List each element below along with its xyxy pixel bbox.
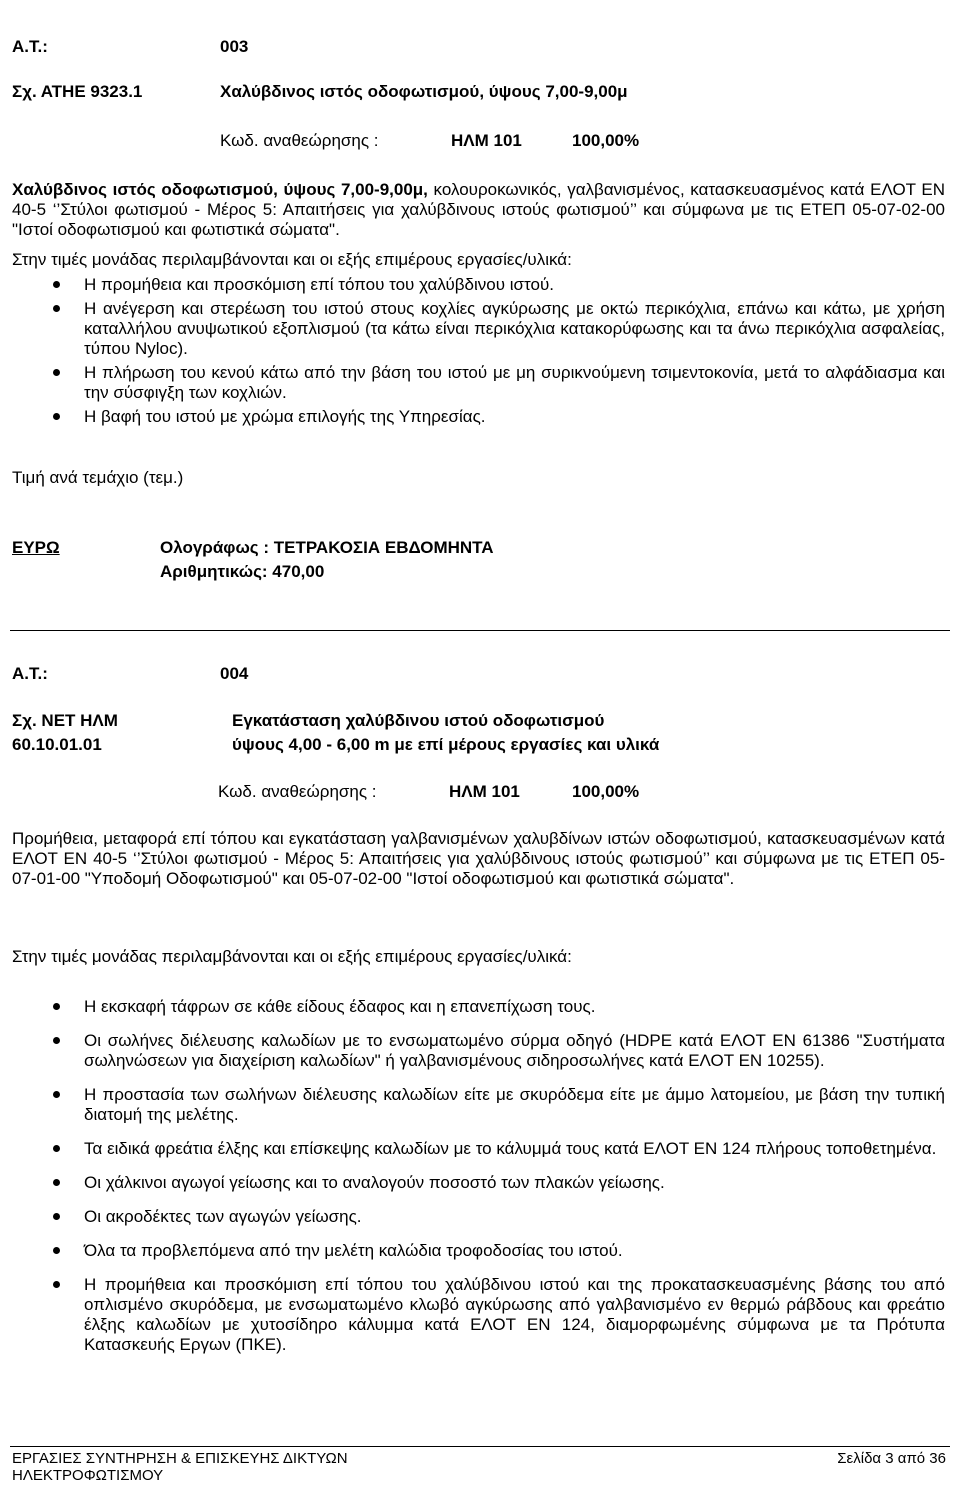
item1-revision-percent: 100,00% (572, 131, 640, 150)
list-item: Η ανέγερση και στερέωση του ιστού στους κοχλίες αγκύρωσης με οκτώ περικόχλια, επάνω και κάτω, με χρήση καταλλήλου ανυψωτικού εξοπλισμού (τα κάτω είναι περικόχλια κατακορύφωσης και τα άνω περικόχλια ασφαλείας, τύπου Nyloc). (12, 299, 945, 359)
item1-description-rest: κολουροκωνικός, γαλβανισμένος, κατασκευασμένος κατά ΕΛΟΤ ΕΝ 40-5 ‘’Στύλοι φωτισμού - Μέρος 5: Απαιτήσεις για χαλύβδινους ιστούς φωτισμού’’ και σύμφωνα με τις ΕΤΕΠ 05-07-02-00 "Ιστοί οδοφωτισμού και φωτιστικά σώματα". (12, 180, 945, 239)
item1-revision-label: Κωδ. αναθεώρησης : (220, 131, 379, 150)
list-item: Η προστασία των σωλήνων διέλευσης καλωδίων είτε με σκυρόδεμα είτε με άμμο λατομείου, με βάση την τυπική διατομή της μελέτης. (12, 1085, 945, 1125)
list-item: Οι χάλκινοι αγωγοί γείωσης και το αναλογούν ποσοστό των πλακών γείωσης. (12, 1173, 945, 1193)
item1-revision-code: ΗΛΜ 101 (451, 131, 522, 150)
bullet-icon (53, 1179, 60, 1186)
page-number: Σελίδα 3 από 36 (837, 1450, 946, 1467)
item2-at-label: Α.Τ.: (12, 664, 48, 683)
item2-at-value: 004 (220, 664, 249, 683)
list-item: Η βαφή του ιστού με χρώμα επιλογής της Υπηρεσίας. (12, 407, 945, 427)
list-item: Οι ακροδέκτες των αγωγών γείωσης. (12, 1207, 945, 1227)
list-item: Οι σωλήνες διέλευσης καλωδίων με το ενσωματωμένο σύρμα οδηγό (HDPE κατά ΕΛΟΤ ΕΝ 61386 "Συστήματα σωληνώσεων για διαχείριση καλωδίων" ή γαλβανισμένους σιδηροσωλήνες κατά ΕΛΟΤ ΕΝ 10255). (12, 1031, 945, 1071)
bullet-icon (53, 413, 60, 420)
bullet-icon (53, 1003, 60, 1010)
item1-title: Χαλύβδινος ιστός οδοφωτισμού, ύψους 7,00-9,00μ (220, 82, 628, 101)
bullet-icon (53, 369, 60, 376)
bullet-icon (53, 1213, 60, 1220)
item2-includes-intro: Στην τιμές μονάδας περιλαμβάνονται και οι εξής επιμέρους εργασίες/υλικά: (12, 947, 572, 966)
bullet-icon (53, 1091, 60, 1098)
list-item: Η πλήρωση του κενού κάτω από την βάση του ιστού με μη συρικνούμενη τσιμεντοκονία, μετά το αλφάδιασμα και την σύσφιγξη των κοχλιών. (12, 363, 945, 403)
item1-includes-intro: Στην τιμές μονάδας περιλαμβάνονται και οι εξής επιμέρους εργασίες/υλικά: (12, 250, 572, 269)
bullet-icon (53, 1247, 60, 1254)
item2-code-line2: 60.10.01.01 (12, 735, 102, 754)
bullet-icon (53, 305, 60, 312)
footer-divider (10, 1446, 950, 1447)
item2-revision-code: ΗΛΜ 101 (449, 782, 520, 801)
section-divider (10, 630, 950, 631)
item1-amount-in-words: Ολογράφως : ΤΕΤΡΑΚΟΣΙΑ ΕΒΔΟΜΗΝΤΑ (160, 538, 494, 557)
bullet-icon (53, 1145, 60, 1152)
bullet-icon (53, 1281, 60, 1288)
footer-title-line1: ΕΡΓΑΣΙΕΣ ΣΥΝΤΗΡΗΣΗ & ΕΠΙΣΚΕΥΗΣ ΔΙΚΤΥΩΝ (12, 1450, 348, 1467)
item1-description (12, 180, 945, 240)
item1-description-bold: Χαλύβδινος ιστός οδοφωτισμού, ύψους 7,00-9,00μ, (12, 180, 428, 199)
item2-description: Προμήθεια, μεταφορά επί τόπου και εγκατάσταση γαλβανισμένων χαλυβδίνων ιστών οδοφωτισμού, κατασκευασμένων κατά ΕΛΟΤ ΕΝ 40-5 ‘’Στύλοι φωτισμού - Μέρος 5: Απαιτήσεις για χαλύβδινους ιστούς φωτισμού’’ και σύμφωνα με τις ΕΤΕΠ 05-07-01-00 "Υποδομή Οδοφωτισμού" και 05-07-02-00 "Ιστοί οδοφωτισμού και φωτιστικά σώματα". (12, 829, 945, 888)
list-item: Όλα τα προβλεπόμενα από την μελέτη καλώδια τροφοδοσίας του ιστού. (12, 1241, 945, 1261)
item2-code-line1: Σχ. ΝΕΤ ΗΛΜ (12, 711, 118, 730)
item2-title-line2: ύψους 4,00 - 6,00 m με επί μέρους εργασίες και υλικά (232, 735, 660, 754)
list-item: Η προμήθεια και προσκόμιση επί τόπου του χαλύβδινου ιστού και της προκατασκευασμένης βάσης του από οπλισμένο σκυρόδεμα, με ενσωματωμένο κλωβό αγκύρωσης από γαλβανισμένο εν θερμώ ράβδους και φρεάτιο έλξης καλωδίων με χυτοσίδηρο κάλυμμα κατά ΕΛΟΤ ΕΝ 124, διαμορφωμένης σύμφωνα με τα Πρότυπα Κατασκευής Εργων (ΠΚΕ). (12, 1275, 945, 1355)
footer-title-line2: ΗΛΕΚΤΡΟΦΩΤΙΣΜΟΥ (12, 1467, 164, 1484)
item1-amount-numeric: Αριθμητικώς: 470,00 (160, 562, 325, 581)
item1-at-value: 003 (220, 37, 249, 56)
item2-revision-percent: 100,00% (572, 782, 640, 801)
item2-revision-label: Κωδ. αναθεώρησης : (218, 782, 377, 801)
bullet-icon (53, 1037, 60, 1044)
list-item: Η προμήθεια και προσκόμιση επί τόπου του χαλύβδινου ιστού. (12, 275, 945, 295)
list-item: Η εκσκαφή τάφρων σε κάθε είδους έδαφος και η επανεπίχωση τους. (12, 997, 945, 1017)
item1-bullet-list (12, 275, 945, 427)
item1-code: Σχ. ΑΤΗΕ 9323.1 (12, 82, 143, 101)
item1-unit-price: Τιμή ανά τεμάχιο (τεμ.) (12, 468, 184, 487)
list-item: Τα ειδικά φρεάτια έλξης και επίσκεψης καλωδίων με το κάλυμμά τους κατά ΕΛΟΤ ΕΝ 124 πλήρους τοποθετημένα. (12, 1139, 945, 1159)
item1-at-label: Α.Τ.: (12, 37, 48, 56)
bullet-icon (53, 281, 60, 288)
item1-currency: ΕΥΡΩ (12, 538, 60, 557)
item2-title-line1: Εγκατάσταση χαλύβδινου ιστού οδοφωτισμού (232, 711, 605, 730)
item2-bullet-list (12, 997, 945, 1355)
